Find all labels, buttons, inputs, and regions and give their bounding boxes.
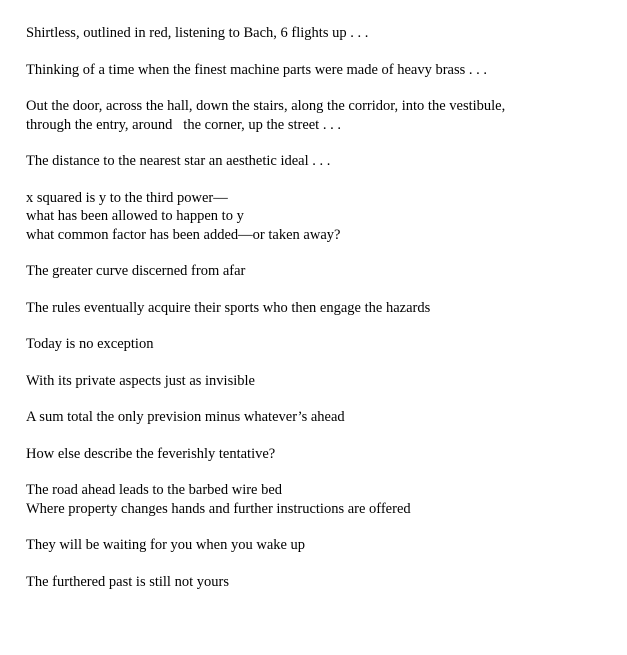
- poem-line: The road ahead leads to the barbed wire bed: [26, 482, 283, 498]
- poem-line: Where property changes hands and further instructions are offered: [26, 500, 411, 517]
- poem-line: The greater curve discerned from afar: [26, 263, 246, 279]
- poem-line: Out the door, across the hall, down the stairs, along the corridor, into the vestibule,: [26, 98, 506, 114]
- poem-line: what common factor has been added—or taken away?: [26, 226, 341, 243]
- stanza-11: [26, 445, 616, 464]
- stanza-1: [26, 24, 616, 43]
- stanza-3: [26, 97, 616, 134]
- poem-line: The distance to the nearest star an aesthetic ideal . . .: [26, 153, 331, 169]
- poem-line: The furthered past is still not yours: [26, 573, 229, 590]
- stanza-9: [26, 372, 616, 391]
- stanza-4: [26, 152, 616, 171]
- stanza-7: [26, 299, 616, 318]
- stanza-8: [26, 335, 616, 354]
- poem-line: Shirtless, outlined in red, listening to Bach, 6 flights up . . .: [26, 25, 369, 41]
- stanza-2: [26, 61, 616, 80]
- poem-line: A sum total the only prevision minus whatever’s ahead: [26, 409, 345, 425]
- stanza-14: [26, 573, 616, 592]
- stanza-5: [26, 189, 616, 245]
- stanza-10: [26, 408, 616, 427]
- poem-line: They will be waiting for you when you wake up: [26, 537, 306, 553]
- stanza-6: [26, 262, 616, 281]
- poem-line: Today is no exception: [26, 336, 154, 352]
- poem-line: x squared is y to the third power—: [26, 189, 228, 206]
- poem-line: With its private aspects just as invisible: [26, 372, 255, 389]
- poem-line: through the entry, around the corner, up the street . . .: [26, 116, 341, 133]
- poem-body: [26, 24, 616, 609]
- poem-line: Thinking of a time when the finest machine parts were made of heavy brass . . .: [26, 61, 488, 78]
- poem-line: How else describe the feverishly tentative?: [26, 445, 276, 462]
- stanza-13: [26, 536, 616, 555]
- poem-line: The rules eventually acquire their sports who then engage the hazards: [26, 299, 431, 316]
- stanza-12: [26, 481, 616, 518]
- poem-line: what has been allowed to happen to y: [26, 208, 244, 224]
